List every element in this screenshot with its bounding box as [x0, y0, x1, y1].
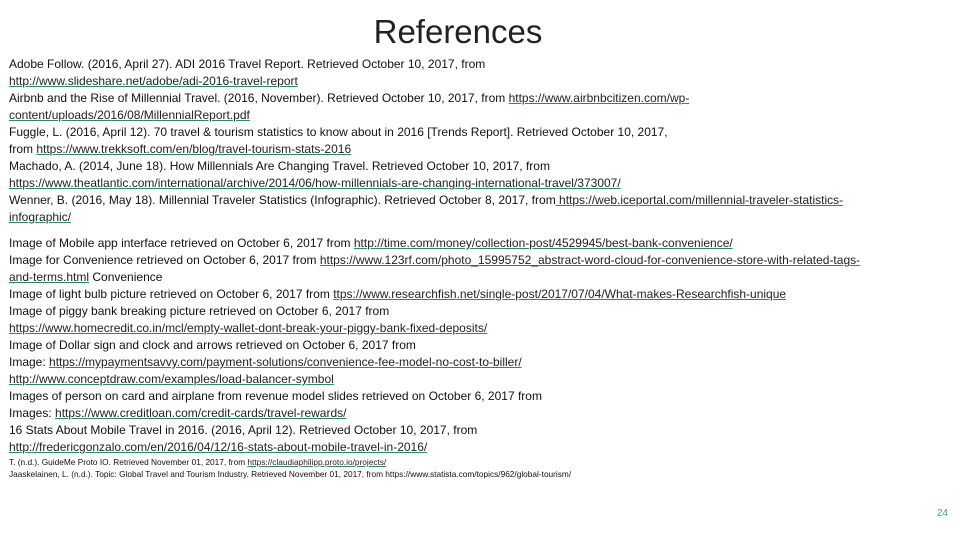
image-credit-piggy-bank: Image of piggy bank breaking picture retrieved on October 6, 2017 from	[9, 304, 390, 318]
image-credit-card-airplane-prefix: Images:	[9, 406, 56, 420]
reference-guideme-text: T. (n.d.). GuideMe Proto IO. Retrieved November 01, 2017, from	[9, 457, 248, 467]
reference-guideme	[9, 456, 954, 468]
image-credit-card-airplane: Images of person on card and airplane from revenue model slides retrieved on October 6, 2017 from	[9, 389, 542, 403]
page-number: 24	[936, 508, 948, 519]
reference-airbnb-link-cont[interactable]: content/uploads/2016/08/MillennialReport.pdf	[9, 108, 250, 122]
reference-fuggle-link[interactable]: https://www.trekksoft.com/en/blog/travel-tourism-stats-2016	[36, 142, 352, 156]
reference-airbnb-link[interactable]: https://www.airbnbcitizen.com/wp-	[508, 91, 690, 105]
reference-airbnb	[9, 90, 954, 107]
reference-fuggle-from: from	[9, 142, 37, 156]
image-credit-mobile-app-text: Image of Mobile app interface retrieved on October 6, 2017 from	[9, 236, 354, 250]
reference-fuggle: Fuggle, L. (2016, April 12). 70 travel & tourism statistics to know about in 2016 [Trends Report]. Retrieved October 10, 2017,	[9, 125, 668, 139]
reference-mobile-travel-stats: 16 Stats About Mobile Travel in 2016. (2016, April 12). Retrieved October 10, 2017, from	[9, 423, 478, 437]
image-credit-card-airplane-link[interactable]: https://www.creditloan.com/credit-cards/travel-rewards/	[55, 406, 347, 420]
image-credit-load-balancer-link[interactable]: http://www.conceptdraw.com/examples/load-balancer-symbol	[9, 372, 334, 386]
image-credit-piggy-bank-link[interactable]: https://www.homecredit.co.in/mcl/empty-wallet-dont-break-your-piggy-bank-fixed-deposits/	[9, 321, 488, 335]
image-credit-dollar-sign-link[interactable]: https://mypaymentsavvy.com/payment-solutions/convenience-fee-model-no-cost-to-biller/	[49, 355, 522, 369]
image-credit-convenience	[9, 252, 954, 269]
image-credit-dollar-sign-prefix: Image:	[9, 355, 50, 369]
image-credit-mobile-app-link[interactable]: http://time.com/money/collection-post/4529945/best-bank-convenience/	[353, 236, 733, 250]
reference-wenner-link-cont[interactable]: infographic/	[9, 210, 72, 224]
image-credit-convenience-link-cont[interactable]: and-terms.html	[9, 270, 90, 284]
image-credit-dollar-sign: Image of Dollar sign and clock and arrows retrieved on October 6, 2017 from	[9, 338, 416, 352]
image-credit-convenience-text: Image for Convenience retrieved on October 6, 2017 from	[9, 253, 320, 267]
reference-airbnb-text: Airbnb and the Rise of Millennial Travel. (2016, November). Retrieved October 10, 2017, from	[9, 91, 509, 105]
reference-wenner-link[interactable]: https://web.iceportal.com/millennial-traveler-statistics-	[555, 193, 844, 207]
references-list	[9, 56, 954, 480]
image-credit-convenience-link[interactable]: https://www.123rf.com/photo_15995752_abstract-word-cloud-for-convenience-store-with-related-tags-	[319, 253, 861, 267]
image-credit-light-bulb-link[interactable]: ttps://www.researchfish.net/single-post/2017/07/04/What-makes-Researchfish-unique	[333, 287, 787, 301]
image-credit-light-bulb	[9, 286, 954, 303]
reference-guideme-link[interactable]: https://claudiaphilipp.proto.io/projects/	[247, 457, 387, 467]
slide-title: References	[373, 13, 543, 50]
reference-machado-link[interactable]: https://www.theatlantic.com/international/archive/2014/06/how-millennials-are-changing-international-travel/373007/	[9, 176, 621, 190]
reference-wenner	[9, 192, 954, 209]
image-credit-convenience-tail: Convenience	[89, 270, 163, 284]
reference-wenner-text: Wenner, B. (2016, May 18). Millennial Traveler Statistics (Infographic). Retrieved October 8, 2017, from	[9, 193, 556, 207]
reference-adobe: Adobe Follow. (2016, April 27). ADI 2016 Travel Report. Retrieved October 10, 2017, from	[9, 57, 486, 71]
reference-mobile-travel-stats-link[interactable]: http://fredericgonzalo.com/en/2016/04/12/16-stats-about-mobile-travel-in-2016/	[9, 440, 428, 454]
image-credit-mobile-app	[9, 235, 954, 252]
reference-adobe-link[interactable]: http://www.slideshare.net/adobe/adi-2016-travel-report	[9, 74, 298, 88]
reference-jaaskelainen: Jaaskelainen, L. (n.d.). Topic: Global Travel and Tourism Industry. Retrieved November 01, 2017, from https://www.statista.com/topics/962/global-tourism/	[9, 469, 572, 479]
image-credit-light-bulb-text: Image of light bulb picture retrieved on October 6, 2017 from	[9, 287, 334, 301]
reference-machado: Machado, A. (2014, June 18). How Millennials Are Changing Travel. Retrieved October 10, 2017, from	[9, 159, 550, 173]
